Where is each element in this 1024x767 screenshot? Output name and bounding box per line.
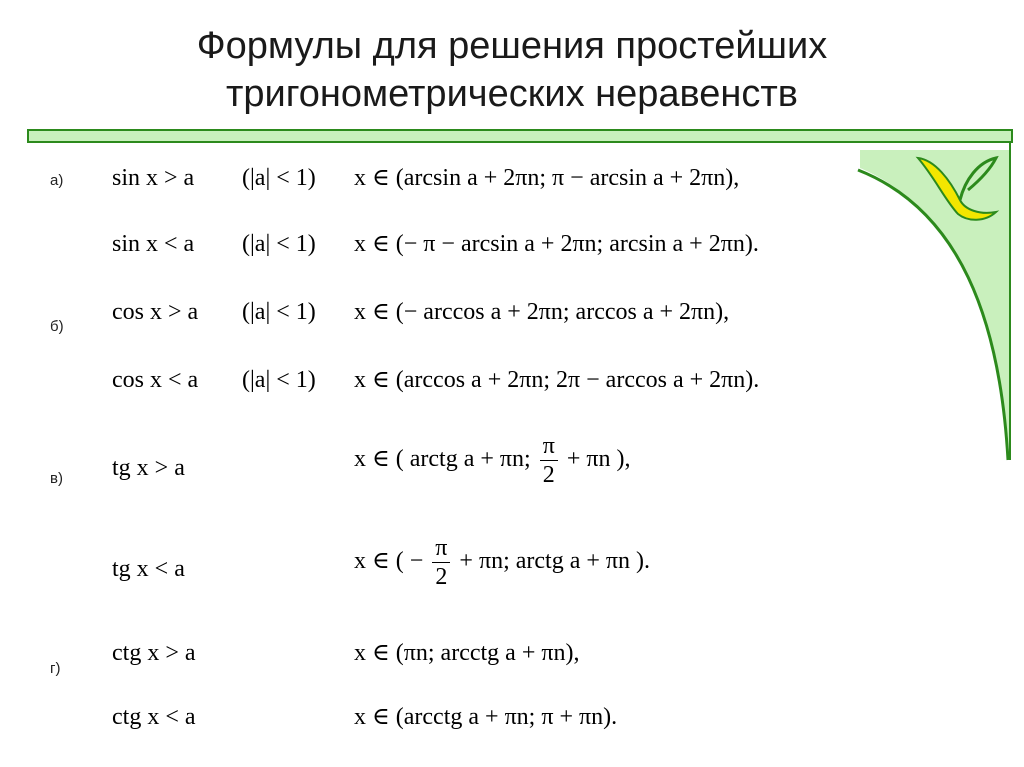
title-line-2: тригонометрических неравенств: [225, 73, 798, 115]
title-line-1: Формулы для решения простейших: [196, 25, 828, 67]
solution-tg-gt-left: x ∈ ( arctg a + πn;: [354, 446, 531, 473]
inequality-sin-gt: sin x > a: [112, 165, 195, 191]
solution-ctg-gt: x ∈ (πn; arcctg a + πn),: [354, 640, 580, 666]
section-label-a: а): [50, 172, 64, 189]
solution-ctg-lt: x ∈ (arcctg a + πn; π + πn).: [354, 704, 618, 730]
condition-cos-gt: (|a| < 1): [242, 299, 316, 325]
section-label-b: б): [50, 318, 64, 335]
fraction-pi-over-2: [432, 534, 450, 591]
solution-cos-gt: x ∈ (− arccos a + 2πn; arccos a + 2πn),: [354, 299, 730, 325]
solution-tg-lt-right: + πn; arctg a + πn ).: [459, 548, 651, 575]
fraction-numerator: π: [432, 534, 450, 563]
inequality-tg-lt: tg x < a: [112, 556, 185, 582]
solution-tg-lt: [354, 534, 650, 591]
condition-cos-lt: (|a| < 1): [242, 367, 316, 393]
inequality-cos-gt: cos x > a: [112, 299, 199, 325]
condition-sin-gt: (|a| < 1): [242, 165, 316, 191]
inequality-sin-lt: sin x < a: [112, 231, 195, 257]
inequality-tg-gt: tg x > a: [112, 455, 185, 481]
fraction-denominator: 2: [542, 462, 555, 488]
fraction-numerator: π: [540, 432, 558, 461]
solution-tg-lt-left: x ∈ ( −: [354, 548, 424, 575]
solution-tg-gt: [354, 432, 630, 489]
inequality-ctg-lt: ctg x < a: [112, 704, 196, 730]
condition-sin-lt: (|a| < 1): [242, 231, 316, 257]
inequality-cos-lt: cos x < a: [112, 367, 199, 393]
fraction-denominator: 2: [435, 564, 448, 590]
solution-sin-gt: x ∈ (arcsin a + 2πn; π − arcsin a + 2πn),: [354, 165, 740, 191]
solution-sin-lt: x ∈ (− π − arcsin a + 2πn; arcsin a + 2πn).: [354, 231, 759, 257]
inequality-ctg-gt: ctg x > a: [112, 640, 196, 666]
solution-cos-lt: x ∈ (arccos a + 2πn; 2π − arccos a + 2πn).: [354, 367, 760, 393]
section-label-g: г): [50, 660, 61, 677]
solution-tg-gt-right: + πn ),: [566, 446, 631, 473]
fraction-pi-over-2: [540, 432, 558, 489]
section-label-v: в): [50, 470, 63, 487]
